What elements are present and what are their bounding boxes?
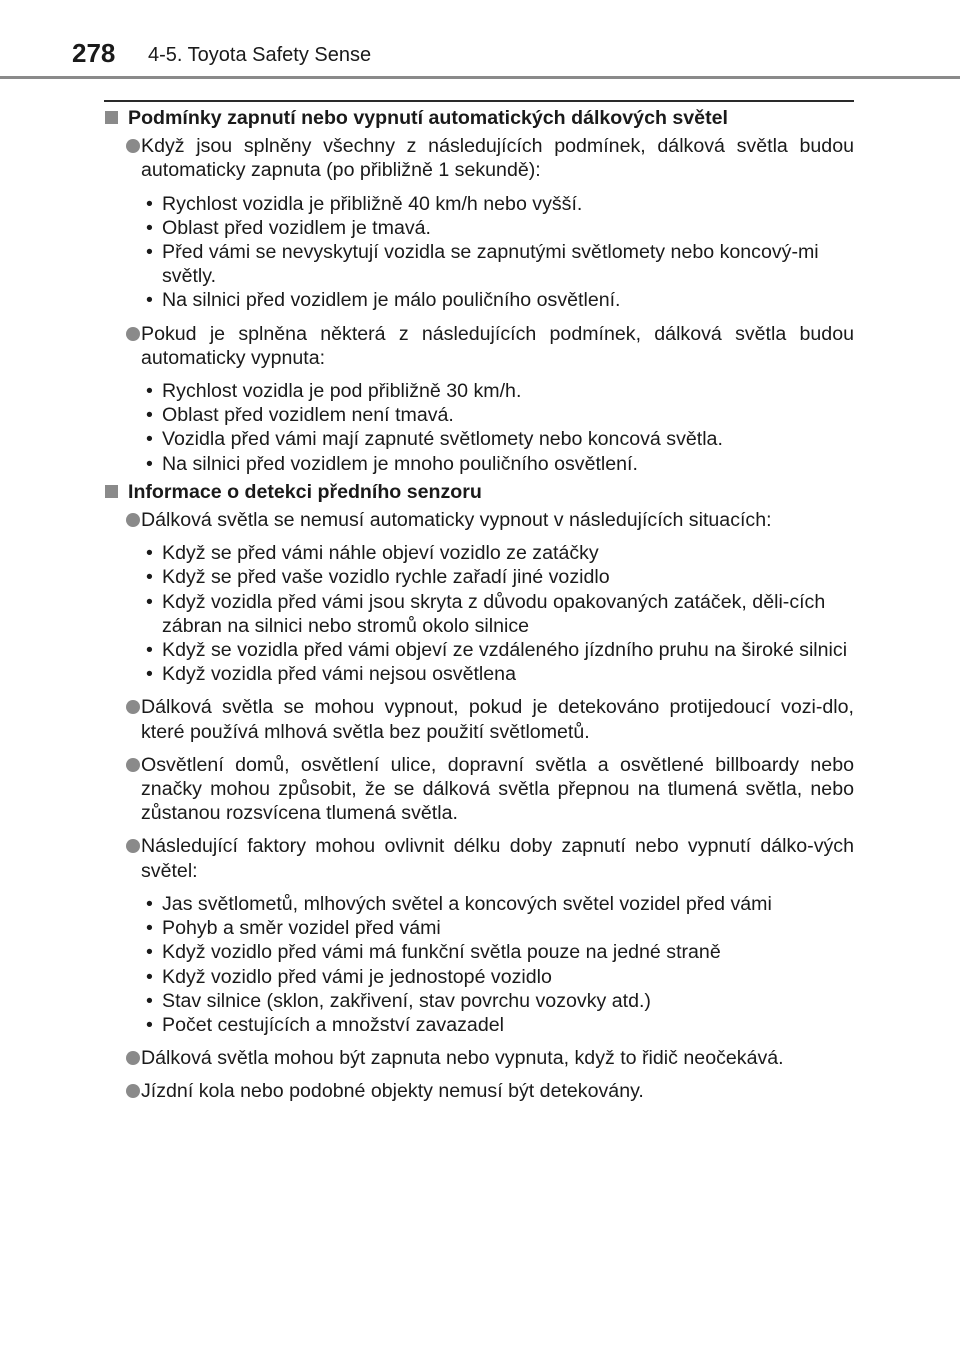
circle-bullet-icon (126, 513, 140, 527)
list-item-text: Když se vozidla před vámi objeví ze vzdáleného jízdního pruhu na široké silnici (162, 639, 848, 662)
list-item: • Když vozidla před vámi jsou skryta z důvodu opakovaných zatáček, děli-cích zábran na silnici nebo stromů okolo silnice (146, 590, 826, 637)
list-item: • Na silnici před vozidlem je mnoho pouličního osvětlení. (146, 452, 638, 475)
list-item: • Na silnici před vozidlem je málo pouličního osvětlení. (146, 289, 621, 312)
section-heading-text: Podmínky zapnutí nebo vypnutí automatických dálkových světel (128, 107, 728, 129)
list-item-text: Na silnici před vozidlem je mnoho pouličního osvětlení. (162, 452, 638, 475)
list-item: • Před vámi se nevyskytují vozidla se zapnutými světlomety nebo koncový-mi světly. (146, 241, 819, 288)
section-heading (104, 106, 854, 130)
bullet-paragraph (104, 134, 854, 182)
bullet-paragraph (104, 753, 854, 826)
list-item: • Pohyb a směr vozidel před vámi (146, 917, 441, 940)
bullet-text: Jízdní kola nebo podobné objekty nemusí být detekovány. (141, 1080, 644, 1103)
list-item: • Když se před vámi náhle objeví vozidlo ze zatáčky (146, 542, 599, 565)
list-item: • Když vozidla před vámi nejsou osvětlena (146, 663, 516, 686)
list-item-text: Před vámi se nevyskytují vozidla se zapnutými světlomety nebo koncový-mi světly. (162, 241, 819, 288)
list-item: • Když se vozidla před vámi objeví ze vzdáleného jízdního pruhu na široké silnici (146, 639, 848, 662)
list-item: • Jas světlometů, mlhových světel a koncových světel vozidel před vámi (146, 892, 772, 915)
bullet-paragraph (104, 834, 854, 882)
list-item-text: Jas světlometů, mlhových světel a koncových světel vozidel před vámi (162, 892, 772, 915)
list-item-text: Rychlost vozidla je přibližně 40 km/h nebo vyšší. (162, 192, 583, 215)
list-item-text: Když vozidla před vámi nejsou osvětlena (162, 663, 516, 686)
list-item-text: Vozidla před vámi mají zapnuté světlomety nebo koncová světla. (162, 428, 723, 451)
list-item: • Počet cestujících a množství zavazadel (146, 1013, 504, 1036)
list-item-text: Stav silnice (sklon, zakřivení, stav povrchu vozovky atd.) (162, 989, 651, 1012)
bullet-paragraph (104, 695, 854, 743)
list-item-text: Když se před vaše vozidlo rychle zařadí jiné vozidlo (162, 566, 610, 589)
list-item: • Oblast před vozidlem není tmavá. (146, 404, 454, 427)
list-item-text: Oblast před vozidlem je tmavá. (162, 216, 431, 239)
circle-bullet-icon (126, 758, 140, 772)
section-title: 4-5. Toyota Safety Sense (148, 44, 372, 66)
list-item: • Stav silnice (sklon, zakřivení, stav povrchu vozovky atd.) (146, 989, 651, 1012)
circle-bullet-icon (126, 327, 140, 341)
circle-bullet-icon (126, 839, 140, 853)
square-bullet-icon (105, 111, 118, 124)
list-item-text: Rychlost vozidla je pod přibližně 30 km/h. (162, 380, 522, 403)
sub-list (104, 892, 854, 1037)
sub-list (104, 192, 854, 313)
list-item-text: Když vozidla před vámi jsou skryta z důvodu opakovaných zatáček, děli-cích zábran na silnici nebo stromů okolo silnice (162, 590, 826, 637)
bullet-text: Když jsou splněny všechny z následujících podmínek, dálková světla budou automaticky zapnuta (po přibližně 1 sekundě): (141, 135, 854, 182)
bullet-text: Osvětlení domů, osvětlení ulice, dopravní světla a osvětlené billboardy nebo značky mohou způsobit, že se dálková světla přepnou na tlumená světla, nebo zůstanou rozsvícena tlumená světla. (141, 753, 854, 825)
circle-bullet-icon (126, 139, 140, 153)
list-item-text: Když vozidlo před vámi je jednostopé vozidlo (162, 965, 552, 988)
circle-bullet-icon (126, 1051, 140, 1065)
circle-bullet-icon (126, 700, 140, 714)
list-item: • Rychlost vozidla je přibližně 40 km/h nebo vyšší. (146, 192, 583, 215)
list-item-text: Když vozidlo před vámi má funkční světla pouze na jedné straně (162, 941, 721, 964)
bullet-paragraph (104, 322, 854, 370)
list-item: • Když se před vaše vozidlo rychle zařadí jiné vozidlo (146, 566, 610, 589)
page-number: 278 (72, 38, 116, 68)
circle-bullet-icon (126, 1084, 140, 1098)
list-item: • Vozidla před vámi mají zapnuté světlomety nebo koncová světla. (146, 428, 723, 451)
sub-list (104, 541, 854, 686)
section-heading-text: Informace o detekci předního senzoru (128, 480, 482, 503)
sub-list (104, 379, 854, 476)
list-item-text: Počet cestujících a množství zavazadel (162, 1013, 504, 1036)
header-divider (0, 76, 960, 79)
list-item: • Když vozidlo před vámi má funkční světla pouze na jedné straně (146, 941, 721, 964)
square-bullet-icon (105, 485, 118, 498)
bullet-paragraph (104, 1046, 854, 1070)
list-item: • Když vozidlo před vámi je jednostopé vozidlo (146, 965, 552, 988)
bullet-text: Následující faktory mohou ovlivnit délku doby zapnutí nebo vypnutí dálko-vých světel: (141, 835, 854, 882)
page-header (0, 0, 960, 80)
list-item-text: Na silnici před vozidlem je málo pouličního osvětlení. (162, 289, 621, 312)
list-item: • Rychlost vozidla je pod přibližně 30 km/h. (146, 380, 522, 403)
bullet-text: Dálková světla mohou být zapnuta nebo vypnuta, když to řidič neočekává. (141, 1047, 784, 1070)
list-item-text: Když se před vámi náhle objeví vozidlo ze zatáčky (162, 542, 599, 565)
bullet-paragraph (104, 1079, 854, 1103)
section-heading (104, 480, 854, 504)
page-content (104, 106, 854, 1104)
list-item: • Oblast před vozidlem je tmavá. (146, 216, 431, 239)
content-top-divider (104, 100, 854, 102)
bullet-text: Dálková světla se nemusí automaticky vypnout v následujících situacích: (141, 509, 772, 532)
list-item-text: Pohyb a směr vozidel před vámi (162, 917, 441, 940)
bullet-paragraph (104, 508, 854, 532)
bullet-text: Dálková světla se mohou vypnout, pokud je detekováno protijedoucí vozi-dlo, které používá mlhová světla bez použití světlometů. (141, 696, 854, 743)
bullet-text: Pokud je splněna některá z následujících podmínek, dálková světla budou automaticky vypnuta: (141, 322, 854, 369)
list-item-text: Oblast před vozidlem není tmavá. (162, 404, 454, 427)
